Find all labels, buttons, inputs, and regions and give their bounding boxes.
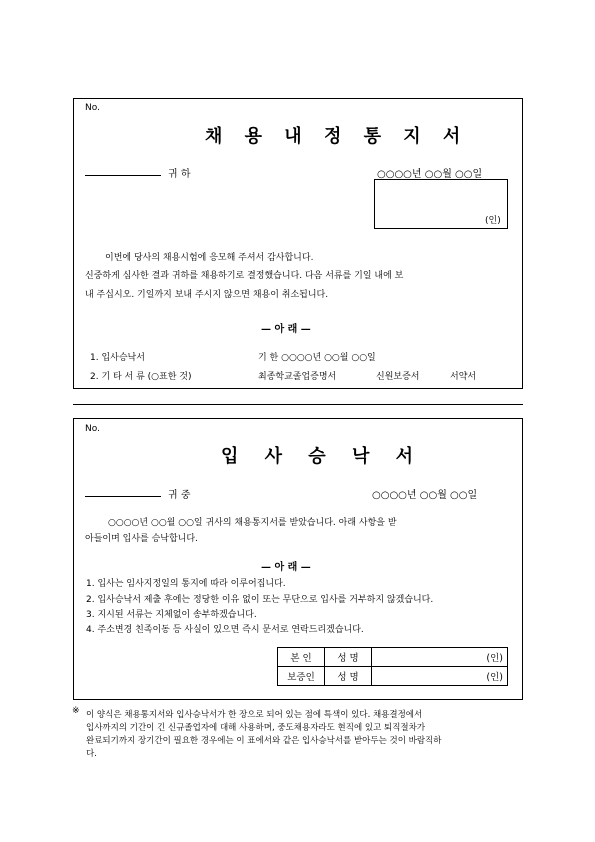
required-item-label: 2. 기 타 서 류 (○표한 것)	[90, 372, 192, 382]
name-field-label: 성 명	[325, 648, 372, 667]
body-paragraph-line: 아들이며 입사를 승낙합니다.	[85, 534, 198, 544]
acceptance-term: 2. 입사승낙서 제출 후에는 정당한 이유 없이 또는 무단으로 입사를 거부하지 않겠습니다.	[86, 595, 434, 605]
seal-field[interactable]: (인)	[372, 667, 508, 686]
footnote-mark: ※	[72, 706, 80, 716]
body-paragraph-line: ○○○○년 ○○월 ○○일 귀사의 채용통지서를 받았습니다. 아래 사항을 받	[108, 518, 397, 528]
acceptance-term: 1. 입사는 임사지정일의 통지에 따라 이루어집니다.	[86, 579, 286, 589]
stamp-label: (인)	[485, 216, 501, 226]
recipient-suffix: 귀 중	[168, 490, 191, 501]
required-item-deadline: 기 한 ○○○○년 ○○월 ○○일	[258, 353, 376, 363]
signature-row-applicant	[278, 648, 508, 667]
form-divider-line	[73, 404, 523, 405]
form-number-label: No.	[85, 103, 100, 113]
footnote-line: 입사까지의 기간이 긴 신규졸업자에 대해 사용하며, 중도채용자라도 현직에 있고 퇴직절차가	[86, 723, 426, 733]
name-field-label: 성 명	[325, 667, 372, 686]
signer-role: 본 인	[278, 648, 325, 667]
signature-table	[277, 647, 508, 686]
form-number-label: No.	[85, 424, 100, 434]
footnote-line: 이 양식은 채용통지서와 입사승낙서가 한 장으로 되어 있는 점에 특색이 있다. 채용결정에서	[86, 710, 423, 720]
required-item-label: 1. 입사승낙서	[90, 353, 145, 363]
recipient-suffix: 귀 하	[168, 169, 191, 180]
required-document: 최종학교졸업증명서	[258, 372, 337, 382]
acceptance-date: ○○○○년 ○○월 ○○일	[372, 490, 478, 501]
issue-date: ○○○○년 ○○월 ○○일	[377, 169, 483, 180]
body-paragraph-line: 신중하게 심사한 결과 귀하를 채용하기로 결정했습니다. 다음 서류를 기일 내에 보	[85, 271, 404, 281]
page-title: 입 사 승 낙 서	[221, 446, 424, 467]
acceptance-term: 3. 지시된 서류는 지체없이 송부하겠습니다.	[86, 610, 257, 620]
footnote-line: 다.	[86, 749, 97, 759]
signature-row-guarantor	[278, 667, 508, 686]
required-document: 신원보증서	[376, 372, 420, 382]
signer-role: 보증인	[278, 667, 325, 686]
footnote-line: 완료되기까지 장기간이 필요한 경우에는 이 표에서와 같은 입사승낙서를 받아두는 것이 바람직하	[86, 736, 442, 746]
section-header: — 아 래 —	[261, 562, 311, 573]
section-header: — 아 래 —	[261, 324, 311, 335]
body-paragraph-line: 내 주십시오. 기일까지 보내 주시지 않으면 채용이 취소됩니다.	[85, 290, 329, 300]
recipient-name-line	[85, 175, 161, 176]
company-name-line	[85, 496, 161, 497]
page-title: 채 용 내 정 통 지 서	[205, 126, 469, 147]
body-paragraph-line: 이번에 당사의 채용시험에 응모해 주셔서 감사합니다.	[105, 253, 314, 263]
seal-field[interactable]: (인)	[372, 648, 508, 667]
required-document: 서약서	[450, 372, 477, 382]
acceptance-term: 4. 주소변경 친족이동 등 사실이 있으면 즉시 문서로 연락드리겠습니다.	[86, 625, 364, 635]
